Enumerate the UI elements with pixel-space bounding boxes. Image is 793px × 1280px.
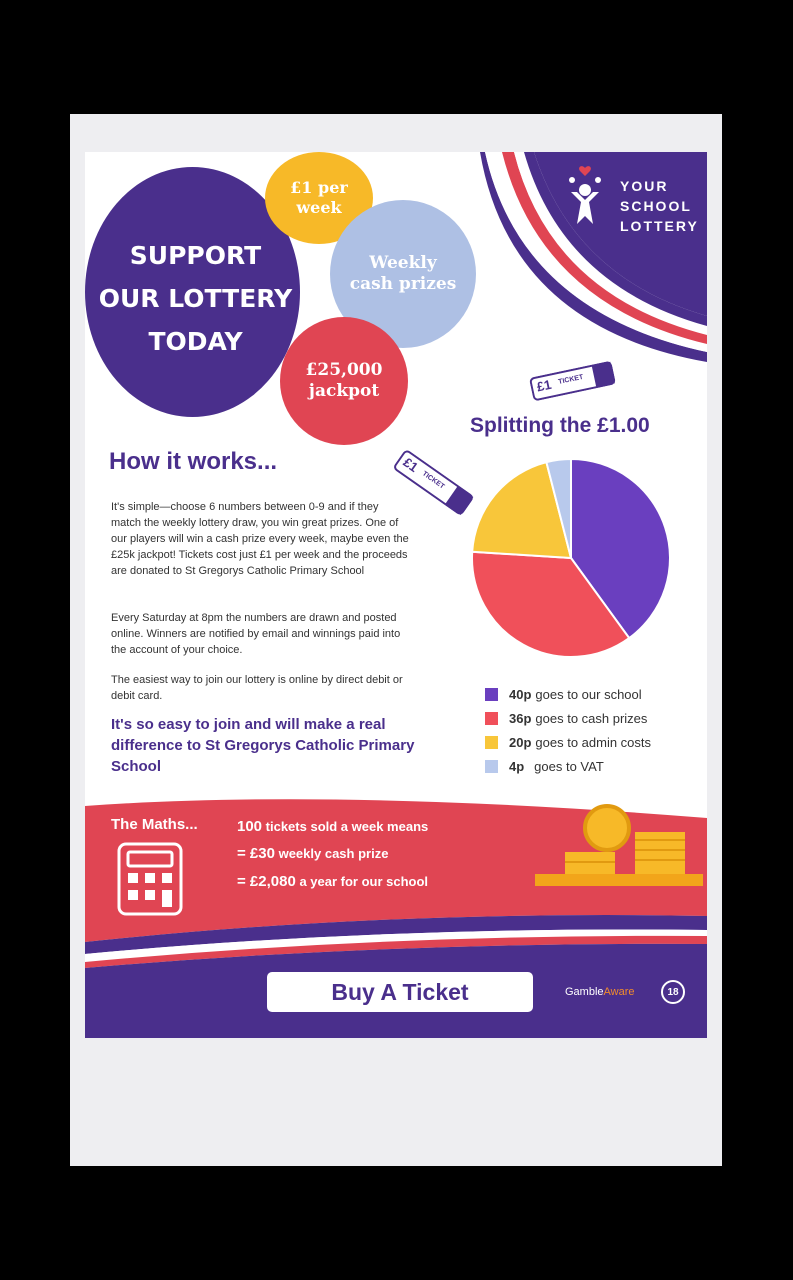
maths-line: = £30 weekly cash prize — [237, 845, 389, 862]
legend-item: 4p goes to VAT — [485, 754, 651, 778]
legend-swatch — [485, 688, 498, 701]
legend-item: 20p goes to admin costs — [485, 730, 651, 754]
legend-item: 40p goes to our school — [485, 682, 651, 706]
maths-line: = £2,080 a year for our school — [237, 873, 429, 890]
support-headline: SUPPORT OUR LOTTERY TODAY — [98, 241, 293, 356]
logo-text: YOUR SCHOOL LOTTERY — [620, 178, 699, 234]
split-pie-chart — [470, 457, 672, 659]
maths-title: The Maths... — [111, 816, 198, 833]
legend-swatch — [485, 736, 498, 749]
how-paragraph: It's simple—choose 6 numbers between 0-9 and if they match the weekly lottery draw, you win great prizes. One of our players will win a cash prize every week, maybe even the £25k jackpot! Tickets cost just £1 per week and the proceeds are donated to St Gregorys Catholic Primary School — [111, 501, 409, 577]
how-paragraph: The easiest way to join our lottery is online by direct debit or debit card. — [111, 674, 403, 702]
prizes-bubble: Weekly cash prizes — [330, 200, 476, 348]
legend-swatch — [485, 712, 498, 725]
age-restriction-badge: 18 — [661, 980, 685, 1004]
legend-item: 36p goes to cash prizes — [485, 706, 651, 730]
logo-figure-icon — [563, 162, 613, 232]
jackpot-bubble: £25,000 jackpot — [280, 317, 408, 445]
ticket-icon: £1 TICKET — [529, 361, 617, 407]
chart-title: Splitting the £1.00 — [470, 414, 650, 437]
gamble-aware-logo[interactable]: GambleAware — [565, 986, 635, 998]
buy-ticket-button[interactable]: Buy A Ticket — [267, 972, 533, 1012]
calculator-icon — [115, 840, 185, 918]
how-paragraph: Every Saturday at 8pm the numbers are drawn and posted online. Winners are notified by email and winnings paid into the account of your choice. — [111, 612, 401, 656]
how-it-works-title: How it works... — [109, 448, 278, 475]
ticket-icon: £1 TICKET — [389, 449, 474, 521]
price-bubble: £1 per week — [265, 152, 373, 244]
maths-line: 100 tickets sold a week means — [237, 818, 429, 835]
lottery-poster — [85, 152, 707, 1038]
chart-legend — [485, 682, 651, 778]
closing-statement: It's so easy to join and will make a real difference to St Gregorys Catholic Primary School — [111, 716, 415, 775]
legend-swatch — [485, 760, 498, 773]
coins-icon — [535, 800, 703, 888]
